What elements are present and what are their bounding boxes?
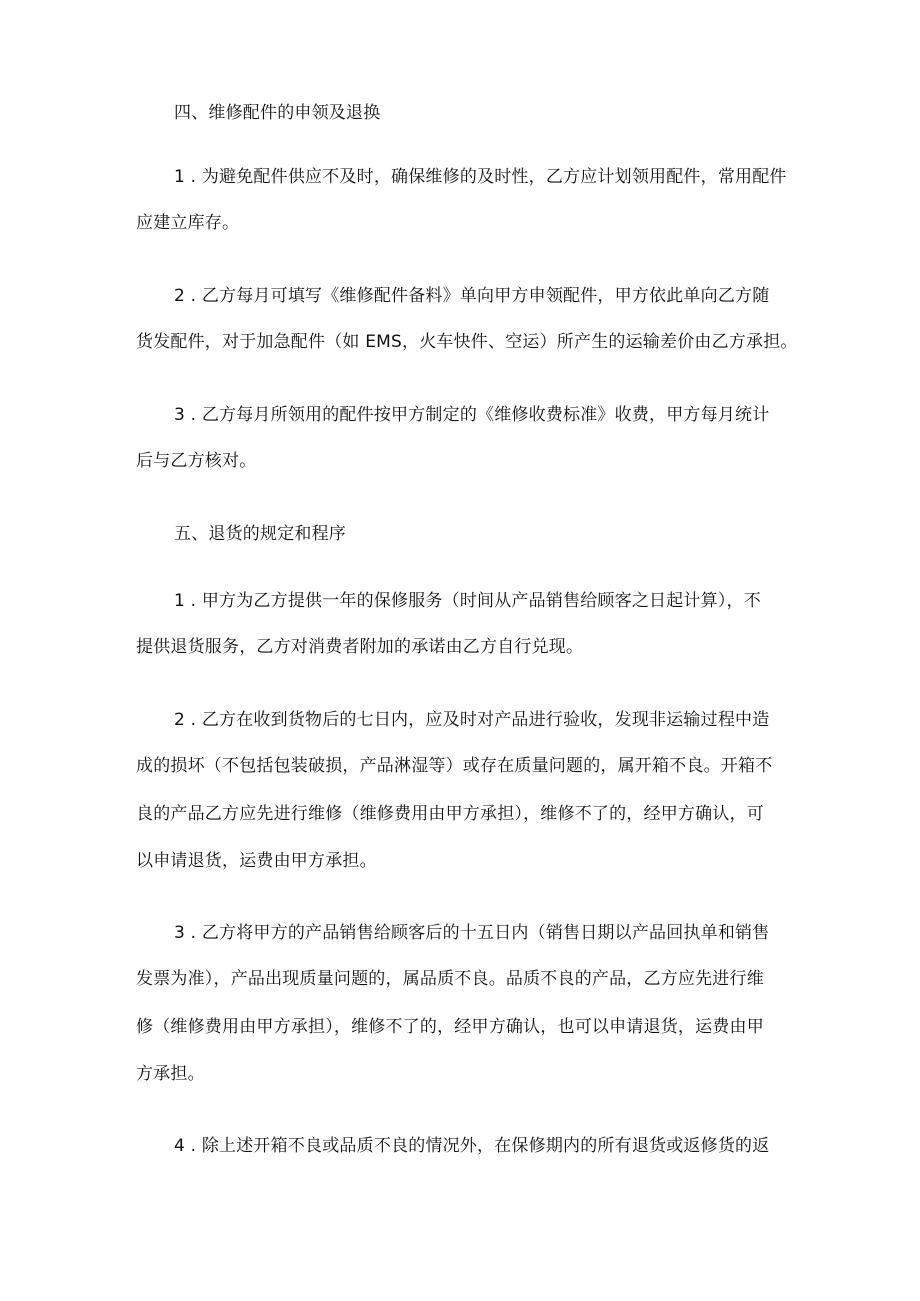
paragraph-line: 成的损坏（不包括包装破损，产品淋湿等）或存在质量问题的，属开箱不良。开箱不 (136, 756, 773, 776)
paragraph-line: 应建立库存。 (136, 213, 240, 233)
paragraph-line: 3 . 乙方将甲方的产品销售给顾客后的十五日内（销售日期以产品回执单和销售 (174, 923, 770, 943)
section-heading-4: 四、维修配件的申领及退换 (174, 103, 381, 123)
paragraph-line: 4 . 除上述开箱不良或品质不良的情况外，在保修期内的所有退货或返修货的返 (174, 1136, 770, 1156)
paragraph-line: 以申请退货，运费由甲方承担。 (136, 851, 377, 871)
paragraph-line: 修（维修费用由甲方承担），维修不了的，经甲方确认，也可以申请退货，运费由甲 (136, 1017, 764, 1037)
paragraph-line: 良的产品乙方应先进行维修（维修费用由甲方承担），维修不了的，经甲方确认，可 (136, 804, 764, 824)
paragraph-line: 2 . 乙方每月可填写《维修配件备料》单向甲方申领配件，甲方依此单向乙方随 (174, 286, 770, 306)
section-heading-5: 五、退货的规定和程序 (174, 524, 346, 544)
paragraph-line: 货发配件，对于加急配件（如 EMS，火车快件、空运）所产生的运输差价由乙方承担。 (136, 332, 798, 352)
paragraph-line: 提供退货服务，乙方对消费者附加的承诺由乙方自行兑现。 (136, 637, 584, 657)
paragraph-line: 3 . 乙方每月所领用的配件按甲方制定的《维修收费标准》收费，甲方每月统计 (174, 405, 770, 425)
paragraph-line: 发票为准），产品出现质量问题的，属品质不良。品质不良的产品，乙方应先进行维 (136, 969, 764, 989)
paragraph-line: 后与乙方核对。 (136, 451, 257, 471)
paragraph-line: 1 . 甲方为乙方提供一年的保修服务（时间从产品销售给顾客之日起计算），不 (174, 591, 761, 611)
paragraph-line: 方承担。 (136, 1064, 205, 1084)
paragraph-line: 2 . 乙方在收到货物后的七日内，应及时对产品进行验收，发现非运输过程中造 (174, 710, 770, 730)
paragraph-line: 1 . 为避免配件供应不及时，确保维修的及时性，乙方应计划领用配件，常用配件 (174, 167, 787, 187)
